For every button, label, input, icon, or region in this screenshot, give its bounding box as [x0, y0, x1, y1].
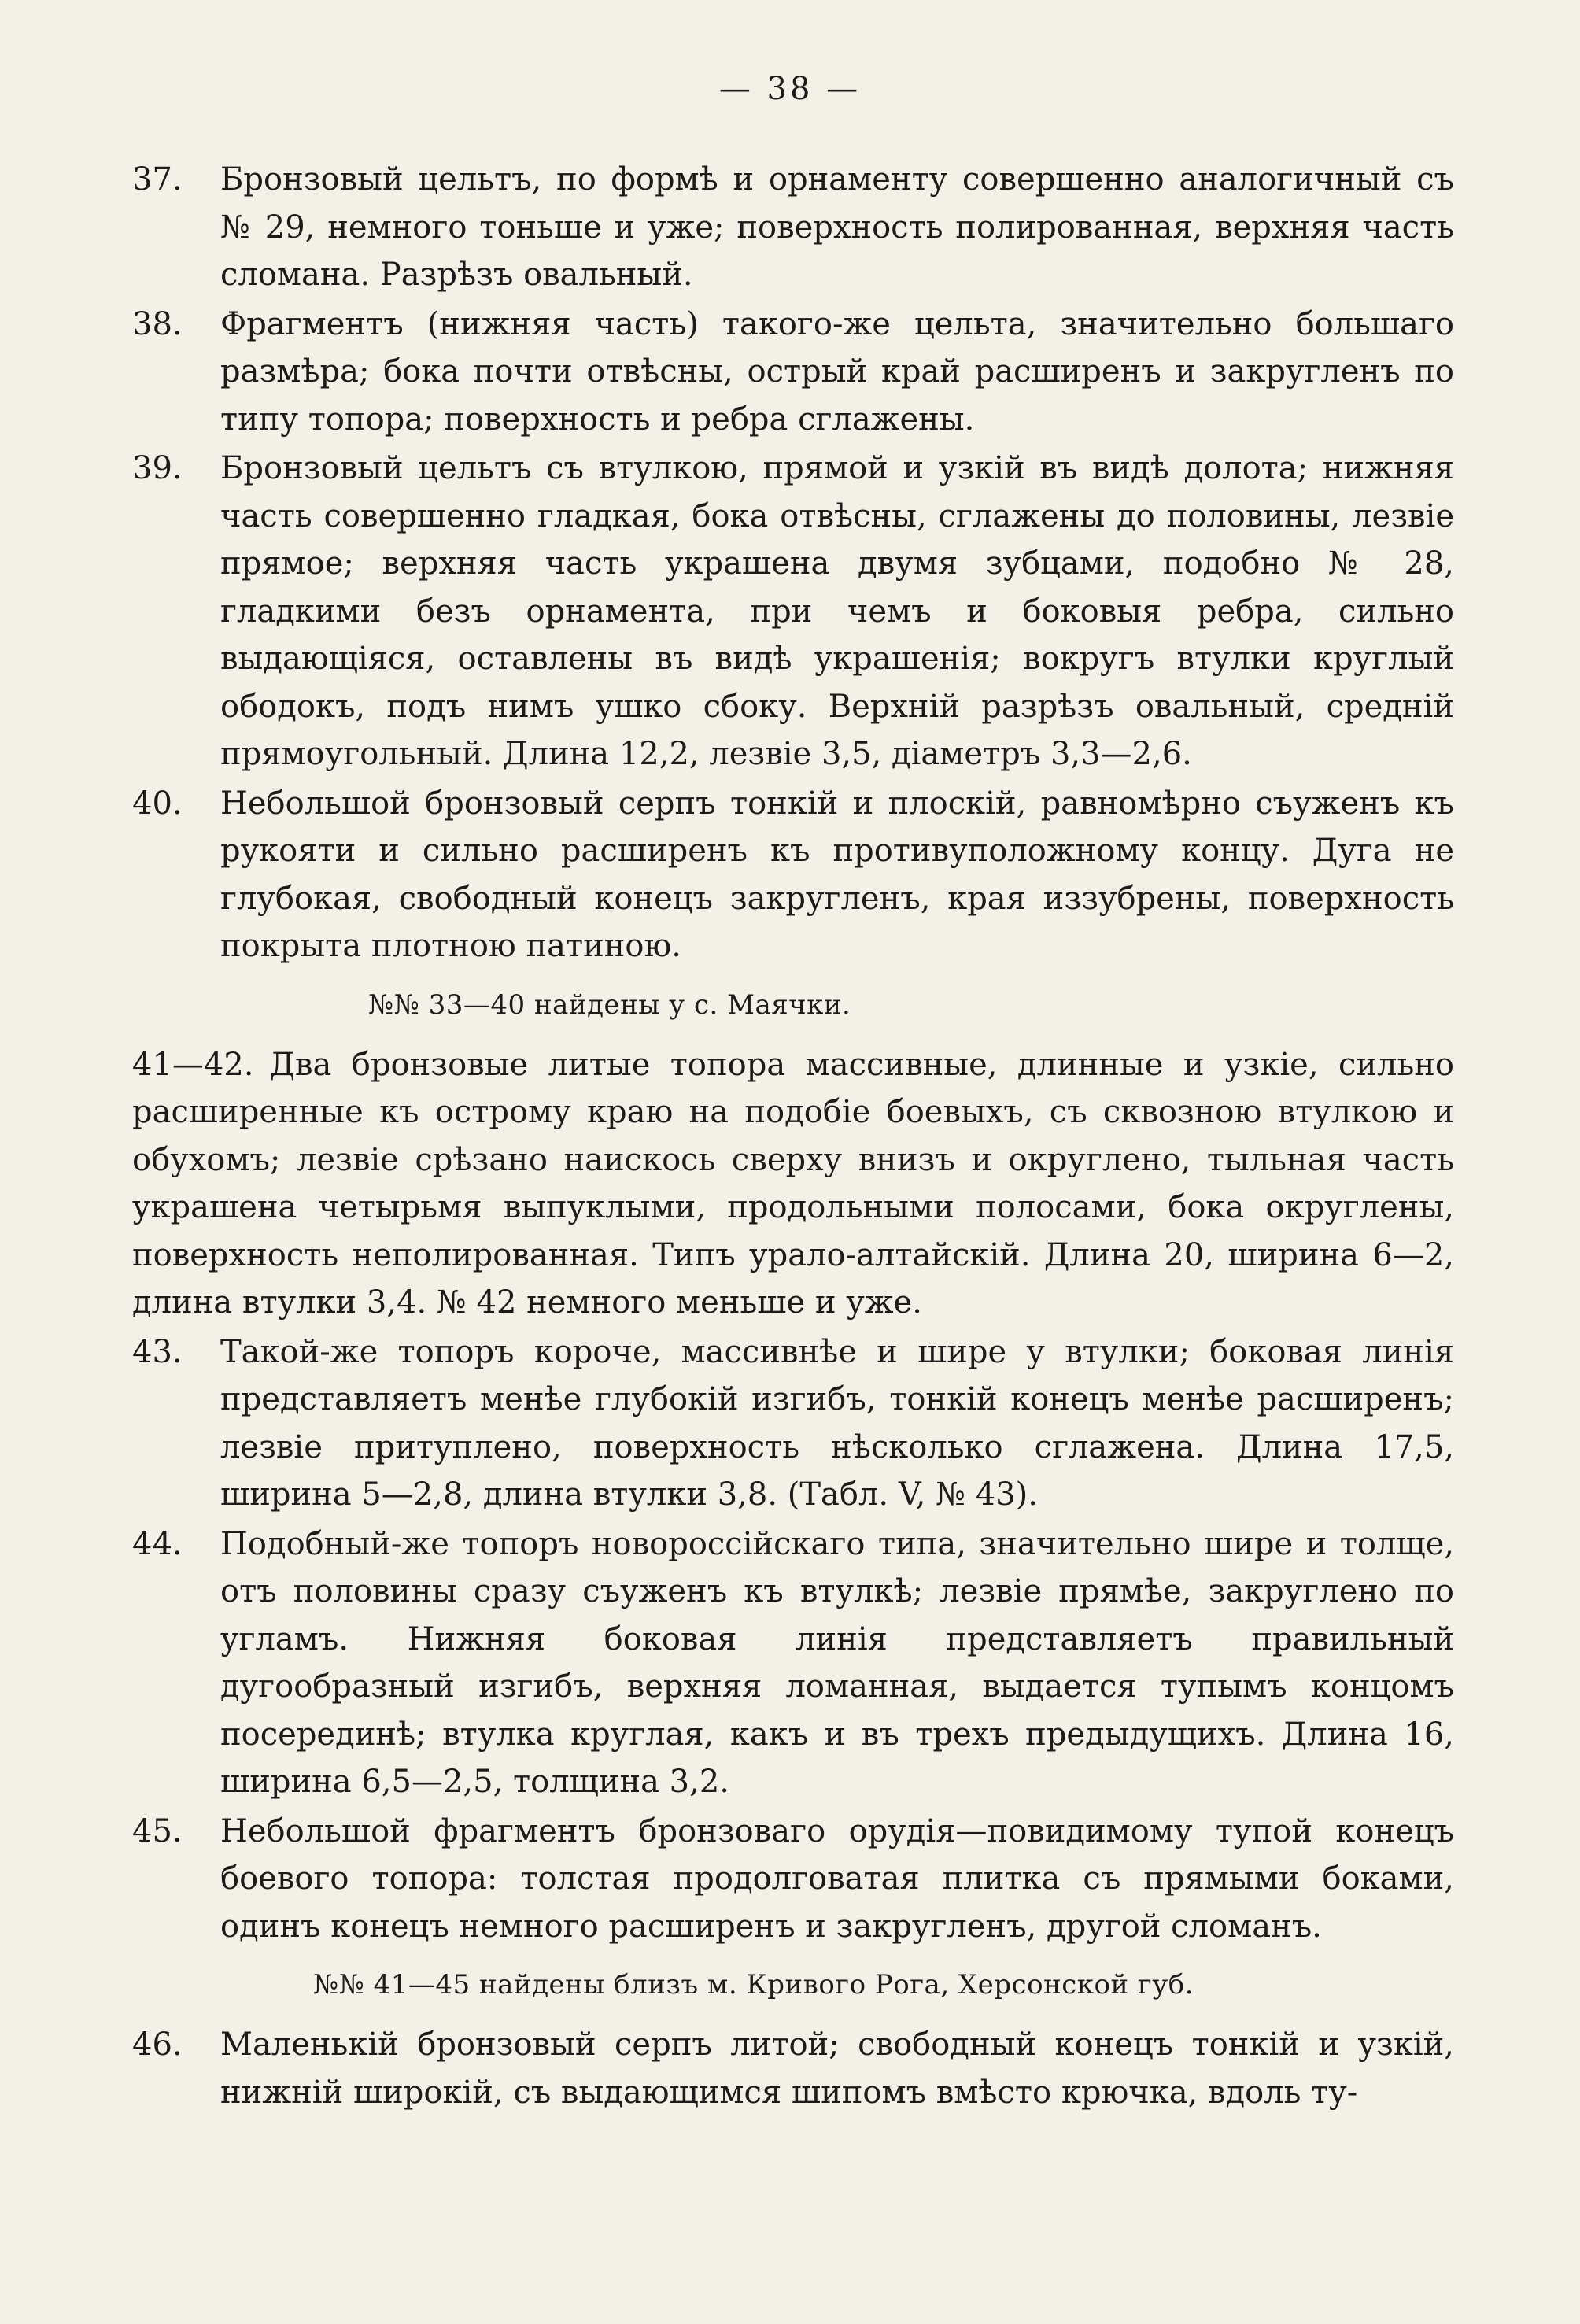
entry-text: Подобный-же топоръ новороссійскаго типа, значительно шире и толще, отъ половины сразу съуженъ къ втулкѣ; лезвіе прямѣе, закруглено по угламъ. Нижняя боковая линія представляетъ правильный дугообразный изгибъ, верхняя ломанная, выдается тупымъ концомъ посерединѣ; втулка круглая, какъ и въ трехъ предыдущихъ. Длина 16, ширина 6,5—2,5, толщина 3,2.	[220, 1525, 1454, 1800]
entry-text: Небольшой бронзовый серпъ тонкій и плоскій, равномѣрно съуженъ къ рукояти и сильно расширенъ къ противуположному концу. Дуга не глубокая, свободный конецъ закругленъ, края иззубрены, поверхность покрыта плотною патиною.	[220, 785, 1454, 964]
page-number: — 38 —	[718, 71, 862, 107]
catalog-entries	[132, 156, 1454, 2118]
entry-text: Фрагментъ (нижняя часть) такого-же цельта, значительно большаго размѣра; бока почти отвѣсны, острый край расширенъ и закругленъ по типу топора; поверхность и ребра сглажены.	[220, 305, 1454, 438]
entry-text: Бронзовый цельтъ съ втулкою, прямой и узкій въ видѣ долота; нижняя часть совершенно гладкая, бока отвѣсны, сглажены до половины, лезвіе прямое; верхняя часть украшена двумя зубцами, подобно № 28, гладкими безъ орнамента, при чемъ и боковыя ребра, сильно выдающіяся, оставлены въ видѣ украшенія; вокругъ втулки круглый ободокъ, подъ нимъ ушко сбоку. Верхній разрѣзъ овальный, средній прямоугольный. Длина 12,2, лезвіе 3,5, діаметръ 3,3—2,6.	[220, 450, 1454, 772]
entry-43	[132, 1328, 1454, 1519]
entry-38	[132, 301, 1454, 444]
provenance-note-2: №№ 41—45 найдены близъ м. Кривого Рога, Херсонской губ.	[313, 1969, 1194, 2001]
entry-number: 38.	[132, 305, 183, 342]
entry-number: 43.	[132, 1333, 183, 1370]
provenance-note-1: №№ 33—40 найдены у с. Маячки.	[368, 988, 851, 1021]
entry-number: 44.	[132, 1525, 183, 1562]
entry-number: 46.	[132, 2027, 183, 2063]
entry-number: 37.	[132, 161, 183, 198]
entry-text: Два бронзовые литые топора массивные, длинные и узкіе, сильно расширенные къ острому краю на подобіе боевыхъ, съ сквозною втулкою и обухомъ; лезвіе срѣзано наискось сверху внизъ и округлено, тыльная часть украшена четырьмя выпуклыми, продольными полосами, бока округлены, поверхность неполированная. Типъ урало-алтайскій. Длина 20, ширина 6—2, длина втулки 3,4. № 42 немного меньше и уже.	[132, 1046, 1454, 1321]
entry-39	[132, 445, 1454, 778]
entry-text: Маленькій бронзовый серпъ литой; свободный конецъ тонкій и узкій, нижній широкій, съ выдающимся шипомъ вмѣсто крючка, вдоль ту-	[220, 2027, 1454, 2111]
entry-number: 41—42.	[132, 1046, 254, 1083]
entry-number: 45.	[132, 1812, 183, 1849]
entry-37	[132, 156, 1454, 299]
entry-number: 40.	[132, 785, 183, 822]
entry-40	[132, 780, 1454, 970]
entry-41-42	[132, 1041, 1454, 1327]
entry-text: Бронзовый цельтъ, по формѣ и орнаменту совершенно аналогичный съ № 29, немного тоньше и уже; поверхность полированная, верхняя часть сломана. Разрѣзъ овальный.	[220, 161, 1454, 293]
entry-46	[132, 2021, 1454, 2116]
entry-44	[132, 1520, 1454, 1806]
entry-text: Такой-же топоръ короче, массивнѣе и шире у втулки; боковая линія представляетъ менѣе глубокій изгибъ, тонкій конецъ менѣе расширенъ; лезвіе притуплено, поверхность нѣсколько сглажена. Длина 17,5, ширина 5—2,8, длина втулки 3,8. (Табл. V, № 43).	[220, 1333, 1454, 1513]
entry-45	[132, 1808, 1454, 1951]
entry-text: Небольшой фрагментъ бронзоваго орудія—повидимому тупой конецъ боевого топора: толстая продолговатая плитка съ прямыми боками, одинъ конецъ немного расширенъ и закругленъ, другой сломанъ.	[220, 1812, 1454, 1945]
entry-number: 39.	[132, 450, 183, 486]
